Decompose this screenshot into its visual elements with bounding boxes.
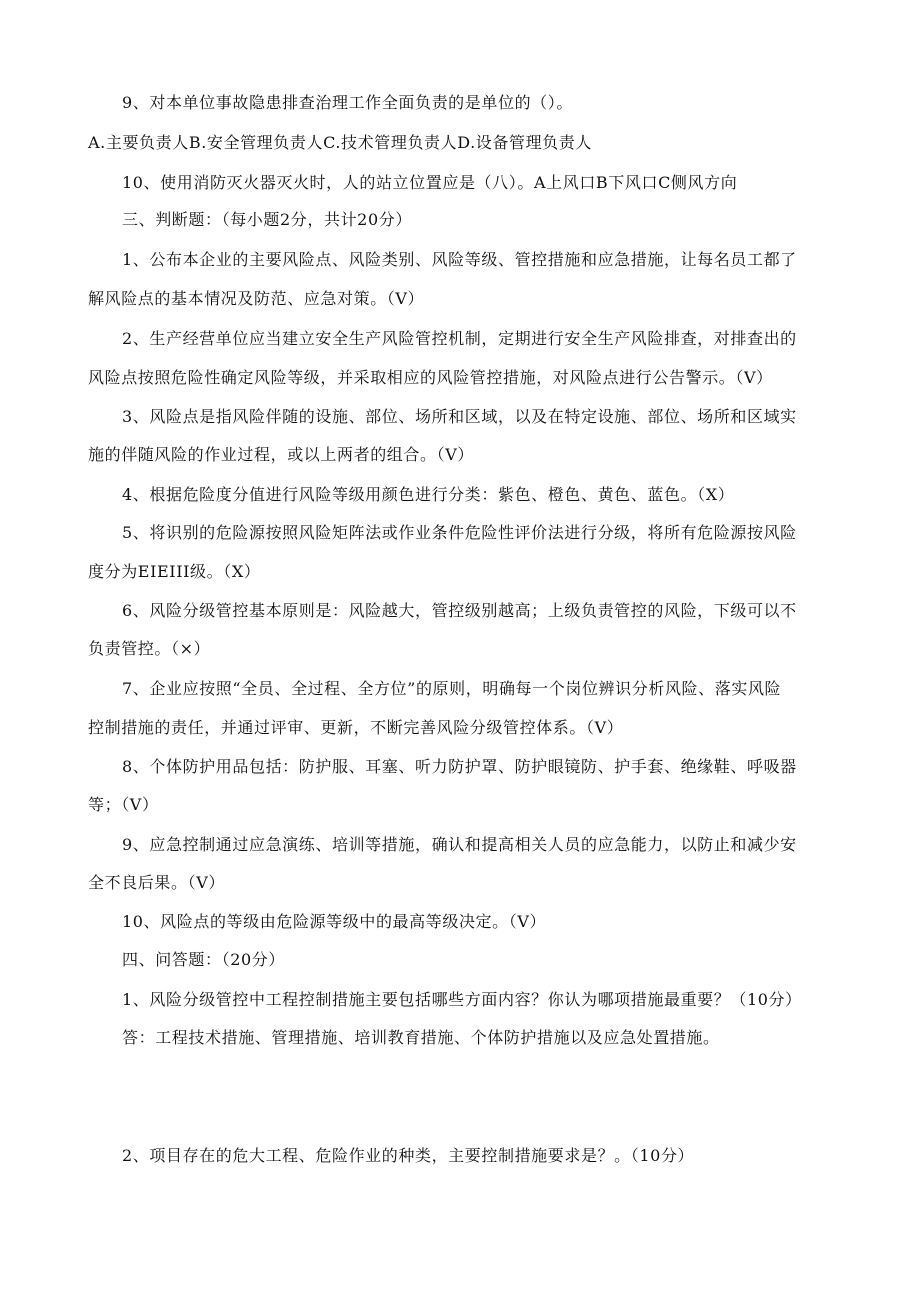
judgment-item-cont: 全不良后果。（V） <box>88 873 225 892</box>
judgment-item: 1、公布本企业的主要风险点、风险类别、风险等级、管控措施和应急措施，让每名员工都了 <box>122 250 797 269</box>
essay-answer: 答：工程技术措施、管理措施、培训教育措施、个体防护措施以及应急处置措施。 <box>122 1028 720 1047</box>
judgment-item-cont: 度分为EIEIII级。（X） <box>88 562 261 581</box>
question-line: 10、使用消防灭火器灭火时，人的站立位置应是（八）。A上风口B下风口C侧风方向 <box>122 173 738 192</box>
judgment-item-cont: 风险点按照危险性确定风险等级，并采取相应的风险管控措施，对风险点进行公告警示。（V） <box>88 368 773 387</box>
section-heading: 三、判断题：（每小题2分，共计20分） <box>122 210 412 229</box>
judgment-item: 9、应急控制通过应急演练、培训等措施，确认和提高相关人员的应急能力，以防止和减少安 <box>122 835 797 854</box>
essay-question: 2、项目存在的危大工程、危险作业的种类，主要控制措施要求是？。（10分） <box>122 1146 695 1165</box>
judgment-item-cont: 负责管控。（×） <box>88 639 211 658</box>
judgment-item: 10、风险点的等级由危险源等级中的最高等级决定。（V） <box>122 912 547 931</box>
judgment-item-cont: 等；（V） <box>88 795 159 814</box>
options-line: A.主要负责人B.安全管理负责人C.技术管理负责人D.设备管理负责人 <box>88 133 592 152</box>
judgment-item: 6、风险分级管控基本原则是：风险越大，管控级别越高；上级负责管控的风险，下级可以不 <box>122 601 797 620</box>
judgment-item: 8、个体防护用品包括：防护服、耳塞、听力防护罩、防护眼镜防、护手套、绝缘鞋、呼吸器 <box>122 757 797 776</box>
question-line: 9、对本单位事故隐患排查治理工作全面负责的是单位的（）。 <box>122 93 573 112</box>
judgment-item: 2、生产经营单位应当建立安全生产风险管控机制，定期进行安全生产风险排查，对排查出的 <box>122 329 797 348</box>
judgment-item-cont: 施的伴随风险的作业过程，或以上两者的组合。（V） <box>88 445 474 464</box>
judgment-item: 7、企业应按照“全员、全过程、全方位”的原则，明确每一个岗位辨识分析风险、落实风险 <box>122 679 782 698</box>
judgment-item-cont: 解风险点的基本情况及防范、应急对策。（V） <box>88 289 425 308</box>
section-heading: 四、问答题：（20分） <box>122 950 285 969</box>
judgment-item: 4、根据危险度分值进行风险等级用颜色进行分类：紫色、橙色、黄色、蓝色。（X） <box>122 485 735 504</box>
essay-question: 1、风险分级管控中工程控制措施主要包括哪些方面内容？你认为哪项措施最重要？（10分） <box>122 990 802 1009</box>
judgment-item: 5、将识别的危险源按照风险矩阵法或作业条件危险性评价法进行分级，将所有危险源按风险 <box>122 523 797 542</box>
judgment-item-cont: 控制措施的责任，并通过评审、更新，不断完善风险分级管控体系。（V） <box>88 718 624 737</box>
judgment-item: 3、风险点是指风险伴随的设施、部位、场所和区域，以及在特定设施、部位、场所和区域实 <box>122 407 797 426</box>
